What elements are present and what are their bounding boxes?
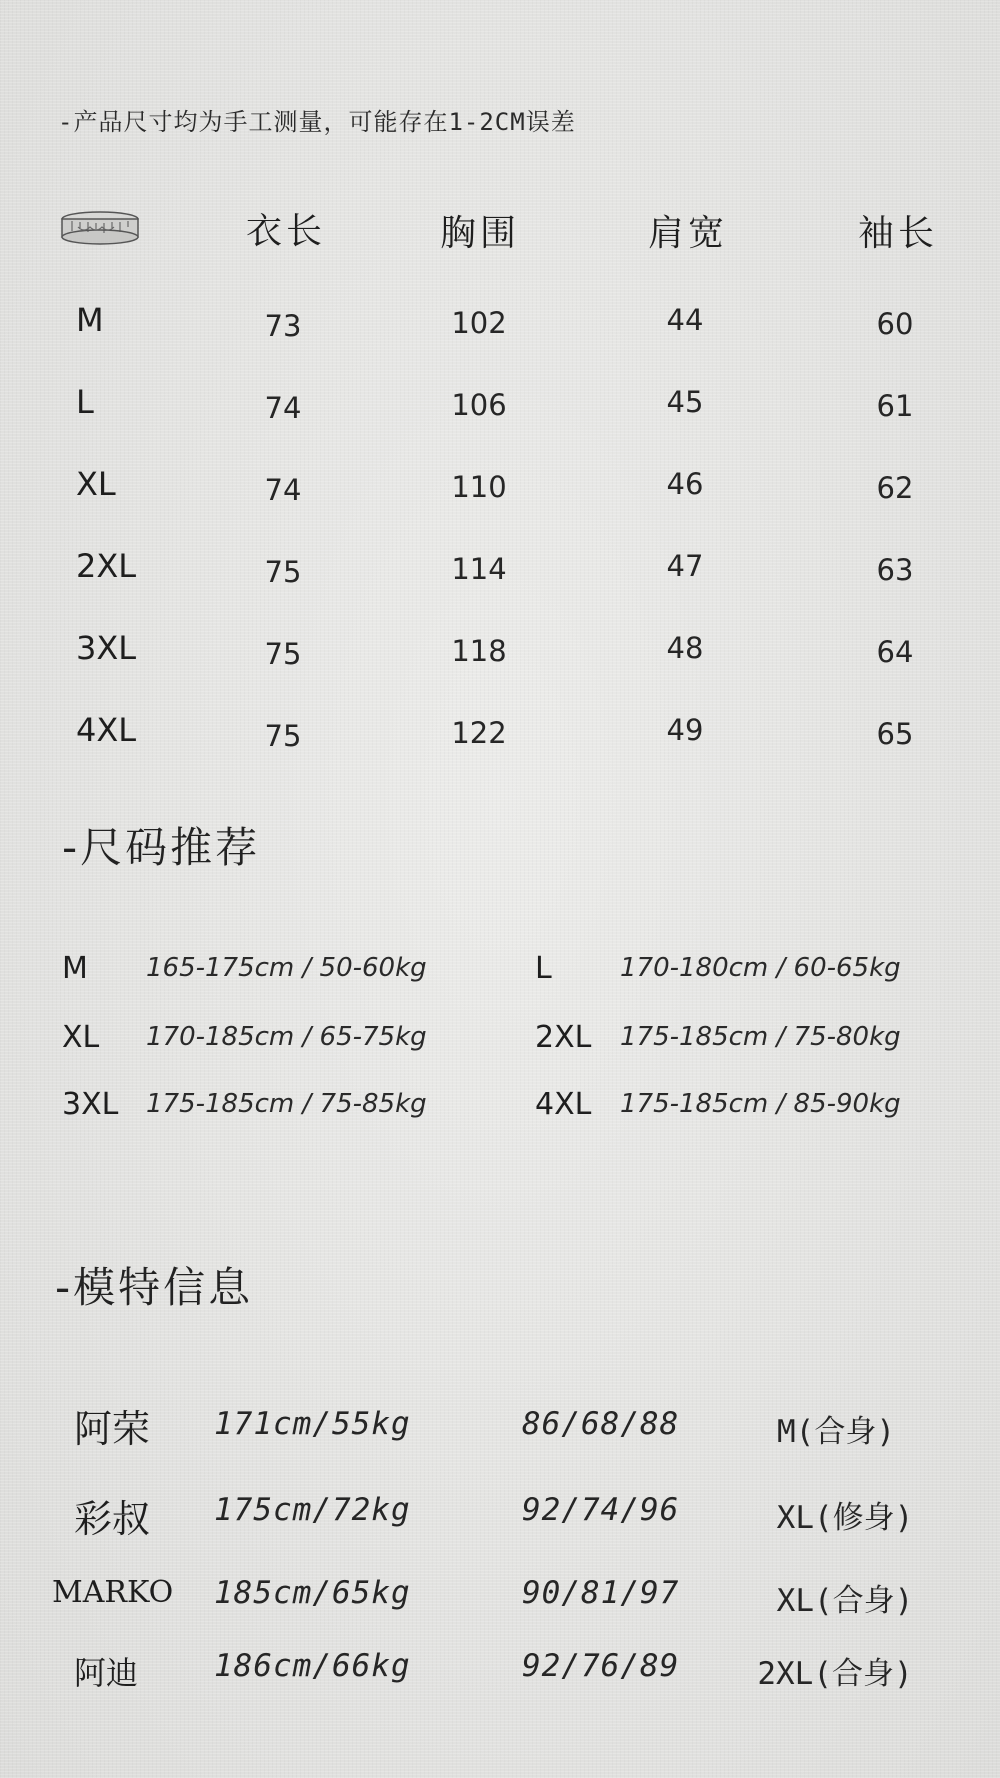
rec-range-4xl: 175-185cm / 85-90kg [620,1089,901,1119]
size-label-l: L [76,383,94,421]
model-fit: XL(修身) [776,1500,914,1536]
model-height-weight: 186cm/66kg [214,1648,411,1684]
measuring-tape-icon [58,207,142,247]
model-measurements: 92/74/96 [522,1492,680,1528]
model-height-weight: 175cm/72kg [214,1492,411,1528]
cell-chest: 106 [451,388,507,422]
cell-sleeve: 63 [876,553,914,587]
rec-size-l: L [535,951,552,986]
rec-size-xl: XL [62,1020,100,1055]
model-measurements: 92/76/89 [522,1648,680,1684]
cell-shoulder: 48 [666,631,704,665]
header-sleeve: 袖长 [857,213,939,254]
rec-size-2xl: 2XL [535,1020,592,1055]
cell-sleeve: 64 [876,635,914,669]
model-name: 阿荣 [74,1407,151,1451]
section-title-recommendation: -尺码推荐 [62,823,261,872]
rec-size-m: M [62,951,88,986]
cell-shoulder: 49 [666,713,704,747]
size-label-2xl: 2XL [76,547,137,585]
cell-length: 75 [264,637,302,671]
rec-range-l: 170-180cm / 60-65kg [620,953,901,983]
model-fit: M(合身) [777,1414,895,1450]
cell-length: 74 [264,391,302,425]
cell-shoulder: 46 [666,467,704,501]
model-name: 阿迪 [74,1654,139,1692]
cell-chest: 118 [451,634,507,668]
size-label-m: M [76,301,104,339]
cell-length: 73 [264,309,302,343]
rec-range-2xl: 175-185cm / 75-80kg [620,1022,901,1052]
model-name: MARKO [52,1575,174,1610]
model-fit: XL(合身) [776,1583,914,1619]
size-label-xl: XL [76,465,116,503]
cell-shoulder: 44 [666,303,704,337]
cell-chest: 110 [451,470,507,504]
model-measurements: 90/81/97 [522,1575,680,1611]
cell-sleeve: 62 [876,471,914,505]
rec-range-m: 165-175cm / 50-60kg [146,953,427,983]
cell-shoulder: 45 [666,385,704,419]
cell-chest: 122 [451,716,507,750]
measurement-note: -产品尺寸均为手工测量，可能存在1-2CM误差 [58,108,576,136]
model-height-weight: 171cm/55kg [214,1406,411,1442]
model-name: 彩叔 [74,1497,151,1541]
cell-chest: 114 [451,552,507,586]
rec-size-4xl: 4XL [535,1087,592,1122]
header-length: 衣长 [245,211,327,252]
model-height-weight: 185cm/65kg [214,1575,411,1611]
header-shoulder: 肩宽 [647,213,729,254]
size-label-3xl: 3XL [76,629,137,667]
rec-size-3xl: 3XL [62,1087,119,1122]
cell-length: 74 [264,473,302,507]
section-title-models: -模特信息 [55,1263,254,1312]
model-fit: 2XL(合身) [757,1656,913,1692]
cell-length: 75 [264,555,302,589]
cell-sleeve: 65 [876,717,914,751]
cell-length: 75 [264,719,302,753]
model-measurements: 86/68/88 [522,1406,680,1442]
rec-range-3xl: 175-185cm / 75-85kg [146,1089,427,1119]
header-chest: 胸围 [439,213,521,254]
cell-sleeve: 61 [876,389,914,423]
cell-shoulder: 47 [666,549,704,583]
cell-sleeve: 60 [876,307,914,341]
size-label-4xl: 4XL [76,711,137,749]
cell-chest: 102 [451,306,507,340]
rec-range-xl: 170-185cm / 65-75kg [146,1022,427,1052]
